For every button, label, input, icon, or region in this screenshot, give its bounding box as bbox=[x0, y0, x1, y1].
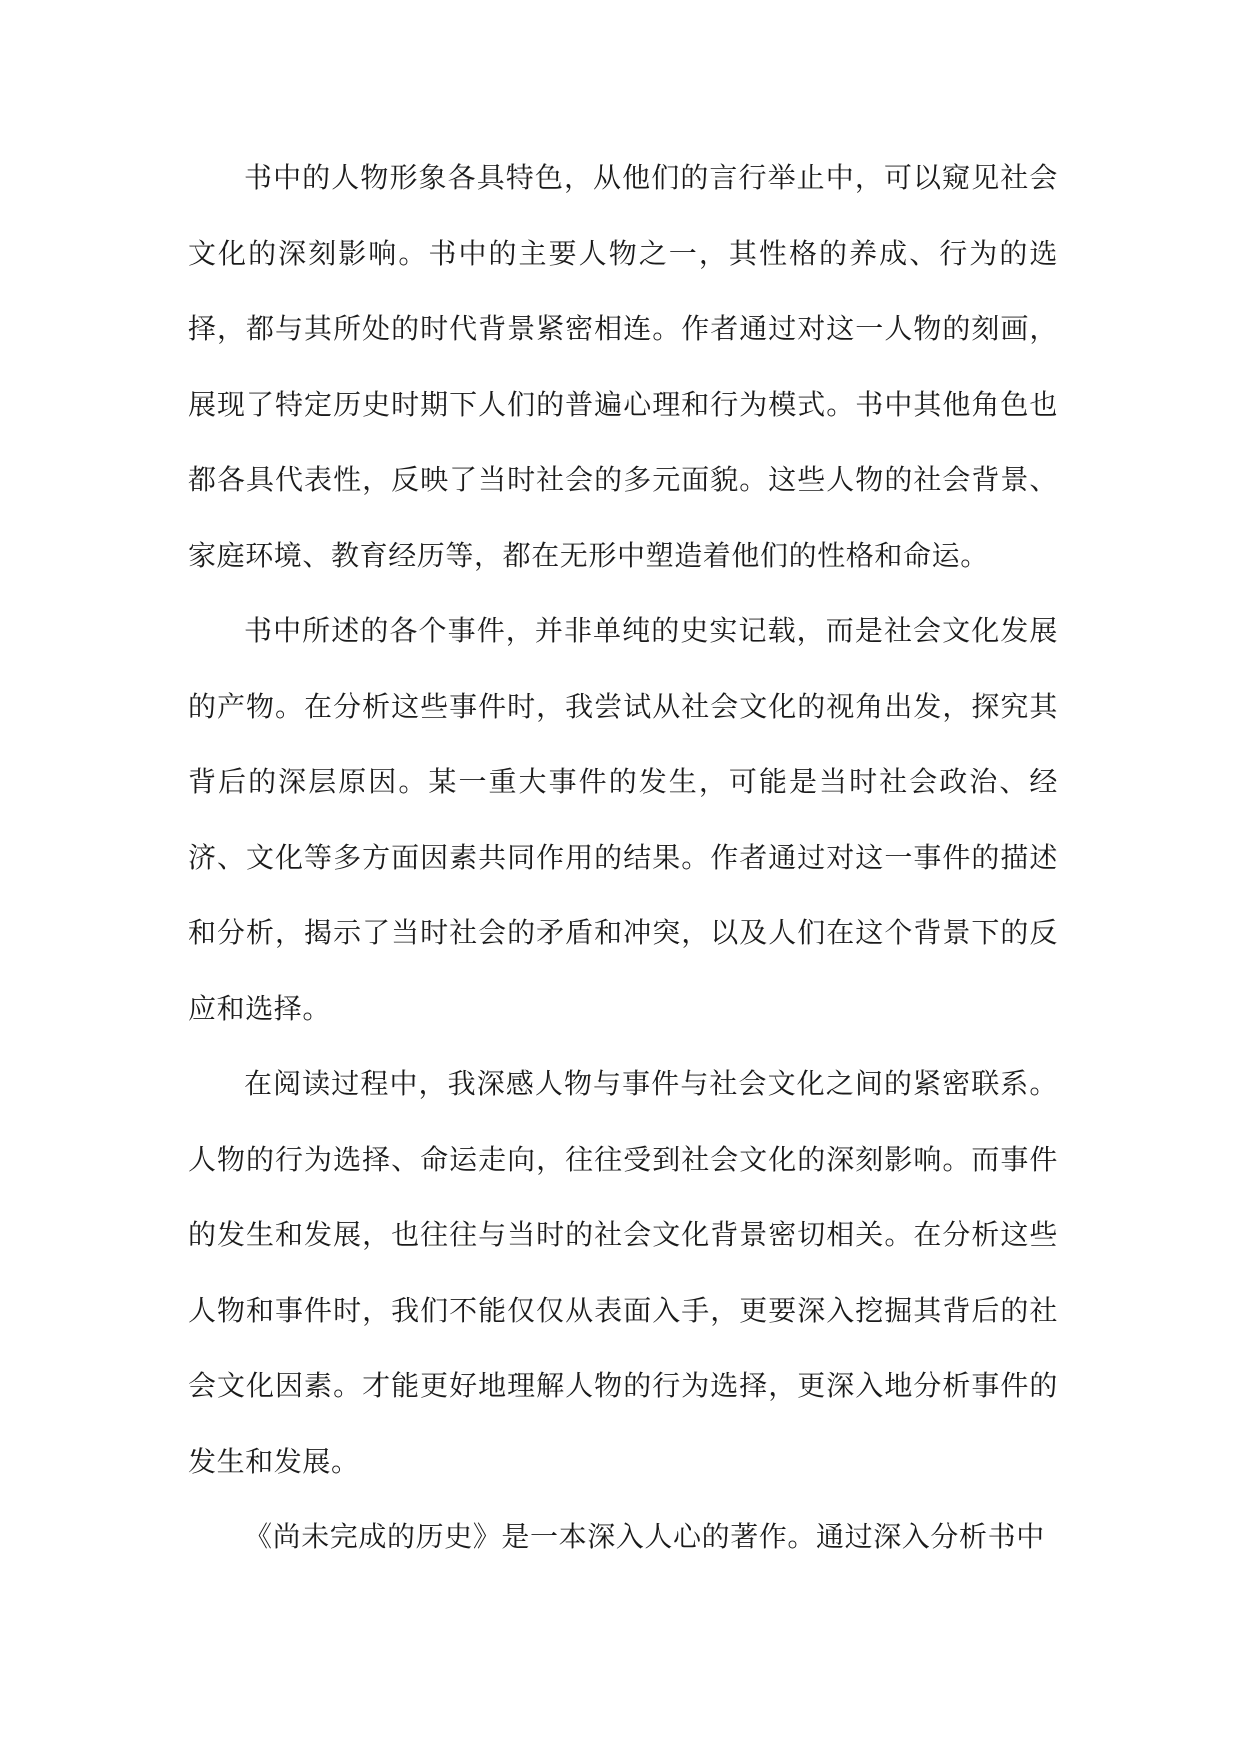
body-text bbox=[188, 140, 1058, 1575]
paragraph-connection: 在阅读过程中，我深感人物与事件与社会文化之间的紧密联系。人物的行为选择、命运走向，往往受到社会文化的深刻影响。而事件的发生和发展，也往往与当时的社会文化背景密切相关。在分析这些人物和事件时，我们不能仅仅从表面入手，更要深入挖掘其背后的社会文化因素。才能更好地理解人物的行为选择，更深入地分析事件的发生和发展。 bbox=[188, 1067, 1058, 1478]
paragraph-characters: 书中的人物形象各具特色，从他们的言行举止中，可以窥见社会文化的深刻影响。书中的主要人物之一，其性格的养成、行为的选择，都与其所处的时代背景紧密相连。作者通过对这一人物的刻画，展现了特定历史时期下人们的普遍心理和行为模式。书中其他角色也都各具代表性，反映了当时社会的多元面貌。这些人物的社会背景、家庭环境、教育经历等，都在无形中塑造着他们的性格和命运。 bbox=[188, 161, 1058, 572]
paragraph-conclusion: 《尚未完成的历史》是一本深入人心的著作。通过深入分析书中 bbox=[244, 1520, 1045, 1553]
paragraph-events: 书中所述的各个事件，并非单纯的史实记载，而是社会文化发展的产物。在分析这些事件时，我尝试从社会文化的视角出发，探究其背后的深层原因。某一重大事件的发生，可能是当时社会政治、经济、文化等多方面因素共同作用的结果。作者通过对这一事件的描述和分析，揭示了当时社会的矛盾和冲突，以及人们在这个背景下的反应和选择。 bbox=[188, 614, 1058, 1025]
